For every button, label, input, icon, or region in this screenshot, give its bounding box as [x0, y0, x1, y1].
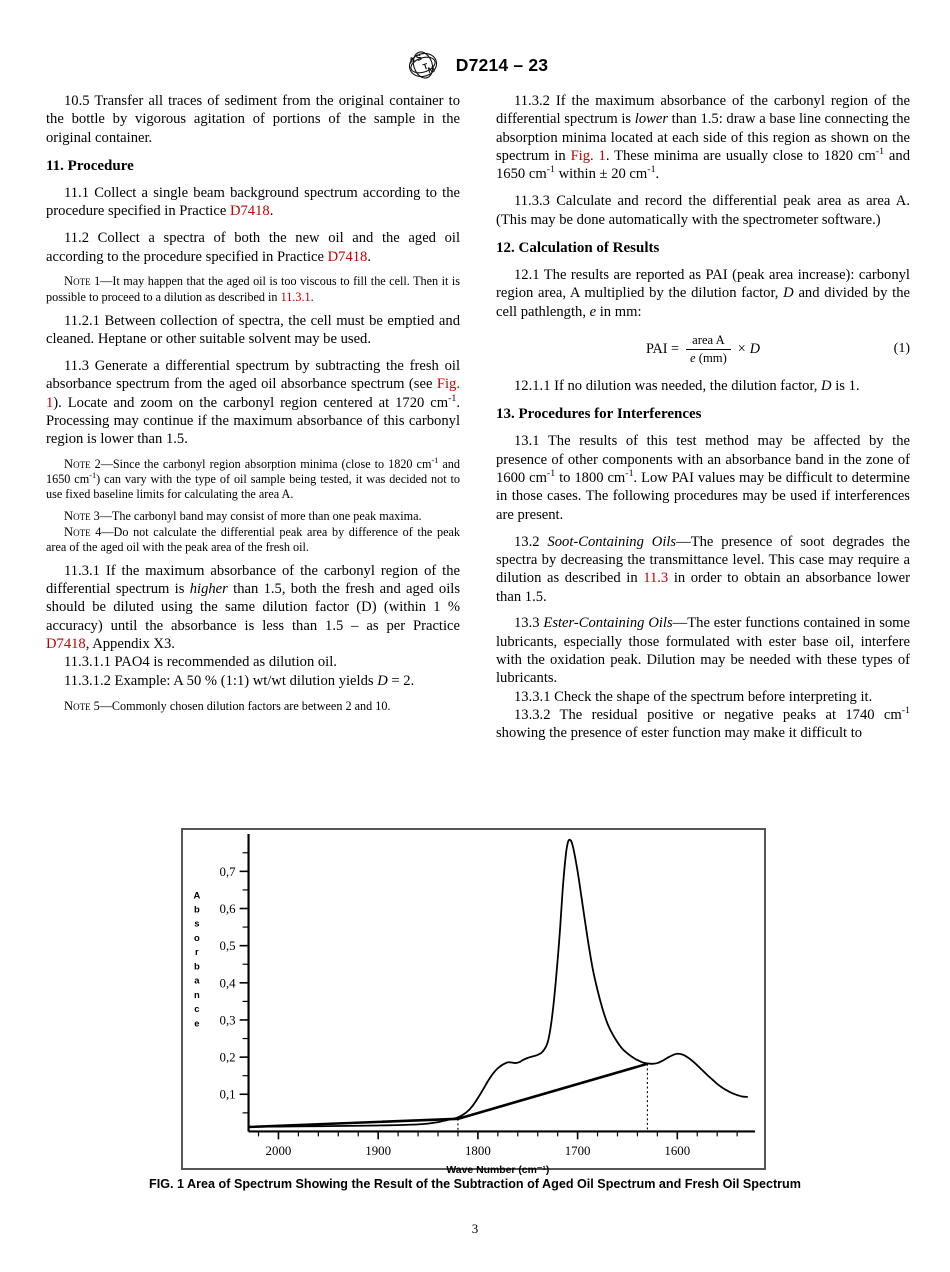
svg-text:T: T: [421, 60, 430, 72]
variable-e: e: [589, 303, 597, 320]
svg-text:s: s: [194, 917, 200, 929]
section-heading-11: 11. Procedure: [46, 158, 134, 175]
variable-d: D: [783, 285, 794, 302]
right-column: [496, 92, 910, 751]
paragraph-11-3-text: 11.3 Generate a differential spectrum by subtracting the fresh oil absorbance spectrum from the aged oil absorbance spectrum (see: [46, 357, 460, 393]
paragraph-11-3-2: [496, 92, 910, 184]
document-body: [46, 92, 910, 751]
svg-text:b: b: [194, 960, 200, 972]
link-d7418[interactable]: D7418: [327, 248, 368, 265]
svg-text:M: M: [426, 63, 436, 76]
svg-text:0,1: 0,1: [219, 1087, 236, 1102]
paragraph-11-3-2-tail: .: [655, 166, 660, 183]
page-number: 3: [471, 1221, 479, 1236]
svg-text:S: S: [414, 51, 423, 64]
emphasis-higher: higher: [189, 581, 228, 598]
figure-1: [181, 828, 766, 1176]
paragraph-11-3-3: [496, 192, 910, 229]
paragraph-12-1-mid: and divided by the cell pathlength,: [496, 285, 910, 320]
link-11-3-1[interactable]: 11.3.1: [280, 289, 311, 304]
paragraph-11-3-2-text: 11.3.2 If the maximum absorbance of the carbonyl region of the differential spectrum is: [496, 93, 910, 128]
superscript-minus-one: -1: [625, 468, 634, 480]
note-2-text: 2—Since the carbonyl region absorption minima (close to 1820 cm: [90, 457, 432, 472]
svg-text:b: b: [194, 903, 200, 915]
paragraph-13-3-2-text: 13.3.2 The residual positive or negative peaks at 1740 cm: [514, 707, 902, 724]
equation-denominator: [686, 349, 731, 366]
note-4-label: Note: [64, 524, 91, 539]
paragraph-11-1-text: 11.1 Collect a single beam background spectrum according to the procedure specified in Practice: [46, 185, 460, 220]
paragraph-13-2-text: —The presence of soot degrades the spectra by decreasing the transmittance level. This case may require a dilution as described in: [496, 533, 911, 587]
paragraph-11-2-1-text: 11.2.1 Between collection of spectra, the cell must be emptied and cleaned. Heptane or other suitable solvent may be used.: [46, 312, 460, 347]
paragraph-11-2-tail: .: [367, 248, 372, 265]
svg-text:n: n: [194, 988, 200, 1000]
note-2-label: Note: [64, 457, 91, 472]
note-3: [46, 509, 460, 524]
paragraph-11-3-1-text: 11.3.1 If the maximum absorbance of the carbonyl region of the differential spectrum is: [46, 562, 460, 598]
note-2-mid: and 1650 cm: [46, 457, 460, 487]
equation-1: [496, 333, 910, 366]
paragraph-13-3-2-tail: showing the presence of ester function may make it difficult to: [496, 725, 863, 742]
superscript-minus-one: -1: [431, 455, 439, 465]
paragraph-11-3: [46, 357, 460, 449]
paragraph-11-3-1-tail: , Appendix X3.: [85, 636, 175, 653]
spectrum-chart: [183, 830, 764, 1176]
note-3-label: Note: [64, 509, 91, 524]
paragraph-11-3-2-mid3: and 1650 cm: [496, 148, 910, 183]
svg-text:0,3: 0,3: [219, 1013, 236, 1028]
variable-e: e: [690, 350, 696, 365]
paragraph-11-3-1-2: [46, 672, 460, 690]
svg-text:0,4: 0,4: [219, 976, 236, 991]
superscript-minus-one: -1: [448, 392, 457, 404]
paragraph-12-1: [496, 266, 910, 321]
svg-text:r: r: [195, 946, 199, 958]
document-designation: D7214 – 23: [455, 54, 549, 75]
note-4-text: 4—Do not calculate the differential peak area by difference of the peak area of the aged oil with the peak area of the fresh oil.: [46, 524, 460, 554]
superscript-minus-one: -1: [546, 164, 555, 176]
paragraph-13-3-number: 13.3: [514, 615, 544, 632]
equation-lhs: PAI =: [645, 340, 680, 357]
paragraph-10-5: [46, 92, 460, 147]
note-5-text: 5—Commonly chosen dilution factors are between 2 and 10.: [90, 698, 391, 713]
paragraph-11-3-1-mid: than 1.5, both the fresh and aged oils should be diluted using the same dilution factor (D) (within 1 % accuracy) until the absorbance is less than 1.5 – as per Practice: [46, 581, 461, 634]
svg-text:1800: 1800: [464, 1144, 491, 1159]
equation-denominator-unit: (mm): [695, 350, 727, 365]
figure-caption: FIG. 1 Area of Spectrum Showing the Result of the Subtraction of Aged Oil Spectrum and Fresh Oil Spectrum: [149, 1177, 801, 1191]
svg-text:a: a: [194, 974, 200, 986]
variable-d: D: [377, 672, 388, 689]
paragraph-13-2-tail: in order to obtain an absorbance lower than 1.5.: [496, 570, 910, 605]
section-heading-13: 13. Procedures for Interferences: [496, 406, 702, 423]
paragraph-10-5-text: 10.5 Transfer all traces of sediment from the original container to the bottle by vigorous agitation of portions of the sample in the original container.: [46, 93, 460, 146]
note-3-text: 3—The carbonyl band may consist of more than one peak maxima.: [90, 509, 422, 524]
paragraph-12-1-1: [496, 377, 910, 395]
equation-multiply-sign: ×: [737, 340, 746, 357]
left-column: [46, 92, 460, 751]
paragraph-11-3-1-2-tail: = 2.: [387, 672, 415, 689]
paragraph-11-2: [46, 229, 460, 266]
paragraph-13-3-2: [496, 706, 910, 743]
term-ester-containing-oils: Ester-Containing Oils: [543, 615, 673, 632]
paragraph-11-1: [46, 184, 460, 221]
svg-text:0,5: 0,5: [219, 939, 236, 954]
superscript-minus-one: -1: [901, 705, 910, 717]
equation-numerator: area A: [692, 332, 725, 347]
paragraph-11-3-1-2-text: 11.3.1.2 Example: A 50 % (1:1) wt/wt dilution yields: [64, 672, 378, 689]
svg-text:o: o: [194, 931, 200, 943]
note-2-tail: ) can vary with the type of oil sample being tested, it was decided not to use fixed baseline limits for calculating the area A.: [46, 472, 461, 502]
note-1-label: Note: [64, 274, 91, 289]
link-11-3[interactable]: 11.3: [643, 570, 669, 587]
paragraph-13-3-1: [496, 688, 910, 706]
superscript-minus-one: -1: [546, 468, 556, 480]
paragraph-11-3-tail: . Processing may continue if the maximum absorbance of this carbonyl region is lower than 1.5.: [46, 394, 460, 448]
paragraph-13-1-mid: to 1800 cm: [555, 469, 626, 486]
svg-text:A: A: [193, 889, 201, 901]
note-1-text: 1—It may happen that the aged oil is too viscous to fill the cell. Then it is possible to proceed to a dilution as described in: [46, 274, 460, 304]
svg-text:c: c: [194, 1003, 200, 1015]
svg-text:Wave Number (cm⁻¹): Wave Number (cm⁻¹): [446, 1164, 550, 1176]
superscript-minus-one: -1: [647, 164, 656, 176]
note-1: [46, 274, 460, 304]
equation-fraction: [686, 333, 731, 366]
note-1-tail: .: [310, 289, 314, 304]
paragraph-13-3-text: —The ester functions contained in some lubricants, especially those formulated with ester base oil, interfere with the oxidation peak. Dilution may be needed with these types of lubricants.: [496, 615, 910, 687]
paragraph-12-1-1-text: 12.1.1 If no dilution was needed, the dilution factor,: [514, 377, 822, 394]
link-fig-1[interactable]: Fig. 1: [46, 376, 460, 411]
svg-text:A: A: [407, 54, 417, 66]
svg-text:e: e: [194, 1017, 200, 1029]
note-5-label: Note: [64, 698, 91, 713]
paragraph-13-1-text: 13.1 The results of this test method may be affected by the presence of other components with an absorbance band in the zone of 1600 cm: [496, 433, 910, 486]
term-soot-containing-oils: Soot-Containing Oils: [547, 533, 677, 550]
link-fig-1[interactable]: Fig. 1: [570, 148, 606, 165]
paragraph-13-2-number: 13.2: [514, 533, 548, 550]
equation-expression: [646, 333, 760, 366]
equation-factor-d: D: [749, 340, 761, 357]
svg-text:2000: 2000: [265, 1144, 292, 1159]
paragraph-12-1-tail: in mm:: [596, 303, 642, 320]
note-2: [46, 457, 460, 502]
page-header: [0, 48, 950, 82]
paragraph-11-1-tail: .: [269, 203, 274, 220]
paragraph-11-3-3-text: 11.3.3 Calculate and record the differential peak area as area A. (This may be done automatically with the spectrometer software.): [496, 193, 910, 228]
paragraph-11-2-1: [46, 312, 460, 349]
paragraph-13-3: [496, 614, 910, 687]
astm-logo-icon: [402, 50, 444, 80]
link-d7418[interactable]: D7418: [46, 636, 86, 653]
paragraph-13-3-1-text: 13.3.1 Check the shape of the spectrum before interpreting it.: [514, 688, 873, 705]
paragraph-11-3-1: [46, 562, 460, 654]
paragraph-11-3-2-mid: than 1.5: draw a base line connecting the absorption minima located at each side of this region as shown on the spectrum in: [496, 111, 911, 165]
paragraph-11-2-text: 11.2 Collect a spectra of both the new oil and the aged oil according to the procedure specified in Practice: [46, 230, 460, 265]
paragraph-12-1-text: 12.1 The results are reported as PAI (peak area increase): carbonyl region area, A multiplied by the dilution factor,: [496, 266, 910, 302]
paragraph-12-1-1-tail: is 1.: [831, 377, 860, 394]
note-4: [46, 525, 460, 555]
paragraph-11-3-1-1: [46, 653, 460, 671]
paragraph-13-1-tail: . Low PAI values may be difficult to determine in those cases. The following procedures may be used if interferences are present.: [496, 469, 910, 523]
emphasis-lower: lower: [634, 111, 669, 128]
svg-text:1900: 1900: [365, 1144, 392, 1159]
note-5: [46, 699, 460, 714]
link-d7418[interactable]: D7418: [229, 203, 270, 220]
svg-text:0,2: 0,2: [219, 1050, 236, 1065]
paragraph-13-2: [496, 533, 910, 606]
paragraph-11-3-1-1-text: 11.3.1.1 PAO4 is recommended as dilution oil.: [64, 654, 337, 671]
svg-text:0,6: 0,6: [219, 901, 236, 916]
paragraph-11-3-2-mid2: . These minima are usually close to 1820 cm: [605, 148, 876, 165]
paragraph-13-1: [496, 432, 910, 524]
equation-number: (1): [893, 341, 910, 357]
svg-text:1700: 1700: [564, 1144, 591, 1159]
section-heading-12: 12. Calculation of Results: [496, 239, 660, 256]
superscript-minus-one: -1: [89, 471, 97, 481]
superscript-minus-one: -1: [875, 146, 885, 158]
variable-d: D: [821, 377, 832, 394]
svg-text:1600: 1600: [664, 1144, 691, 1159]
paragraph-11-3-2-mid4: within ± 20 cm: [554, 166, 648, 183]
paragraph-11-3-mid: ). Locate and zoom on the carbonyl region centered at 1720 cm: [53, 394, 449, 411]
svg-text:0,7: 0,7: [219, 864, 236, 879]
